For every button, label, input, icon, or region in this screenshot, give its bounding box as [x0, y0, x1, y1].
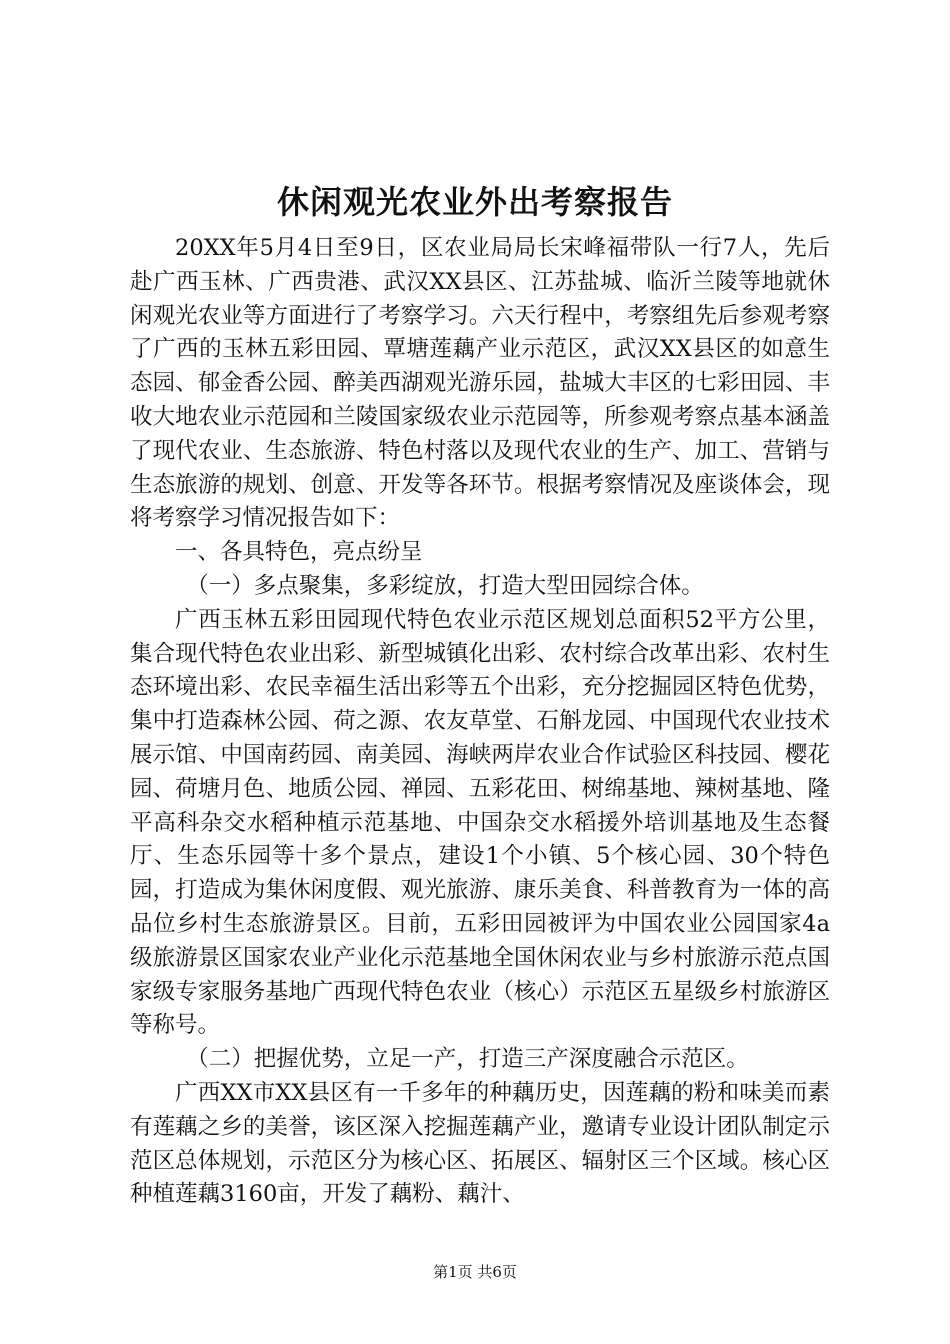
- section-heading-1: 一、各具特色，亮点纷呈: [175, 539, 423, 566]
- document-title: 休闲观光农业外出考察报告: [276, 183, 673, 221]
- intro-paragraph: 20XX年5月4日至9日，区农业局局长宋峰福带队一行7人，先后赴广西玉林、广西贵港、武汉XX县区、江苏盐城、临沂兰陵等地就休闲观光农业等方面进行了考察学习。六天行程中，考察组先后参观考察了广西的玉林五彩田园、覃塘莲藕产业示范区，武汉XX县区的如意生态园、郁金香公园、醉美西湖观光游乐园，盐城大丰区的七彩田园、丰收大地农业示范园和兰陵国家级农业示范园等，所参观考察点基本涵盖了现代农业、生态旅游、特色村落以及现代农业的生产、加工、营销与生态旅游的规划、创意、开发等各环节。根据考察情况及座谈体会，现将考察学习情况报告如下：: [130, 235, 830, 532]
- document-body: [130, 232, 830, 1212]
- page-footer: 第1页 共6页: [433, 1263, 517, 1281]
- subsection-heading-1: （一）多点聚集，多彩绽放，打造大型田园综合体。: [186, 572, 704, 599]
- subsection-heading-2: （二）把握优势，立足一产，打造三产深度融合示范区。: [186, 1046, 749, 1073]
- body-paragraph-yulin: 广西玉林五彩田园现代特色农业示范区规划总面积52平方公里，集合现代特色农业出彩、新型城镇化出彩、农村综合改革出彩、农村生态环境出彩、农民幸福生活出彩等五个出彩，充分挖掘园区特色优势，集中打造森林公园、荷之源、农友草堂、石斛龙园、中国现代农业技术展示馆、中国南药园、南美园、海峡两岸农业合作试验区科技园、樱花园、荷塘月色、地质公园、禅园、五彩花田、树绵基地、辣树基地、隆平高科杂交水稻种植示范基地、中国杂交水稻援外培训基地及生态餐厅、生态乐园等十多个景点，建设1个小镇、5个核心园、30个特色园，打造成为集休闲度假、观光旅游、康乐美食、科普教育为一体的高品位乡村生态旅游景区。目前，五彩田园被评为中国农业公园国家4a级旅游景区国家农业产业化示范基地全国休闲农业与乡村旅游示范点国家级专家服务基地广西现代特色农业（核心）示范区五星级乡村旅游区等称号。: [130, 606, 830, 1039]
- body-paragraph-lotus: 广西XX市XX县区有一千多年的种藕历史，因莲藕的粉和味美而素有莲藕之乡的美誉，该区深入挖掘莲藕产业，邀请专业设计团队制定示范区总体规划，示范区分为核心区、拓展区、辐射区三个区域。核心区种植莲藕3160亩，开发了藕粉、藕汁、: [130, 1079, 830, 1208]
